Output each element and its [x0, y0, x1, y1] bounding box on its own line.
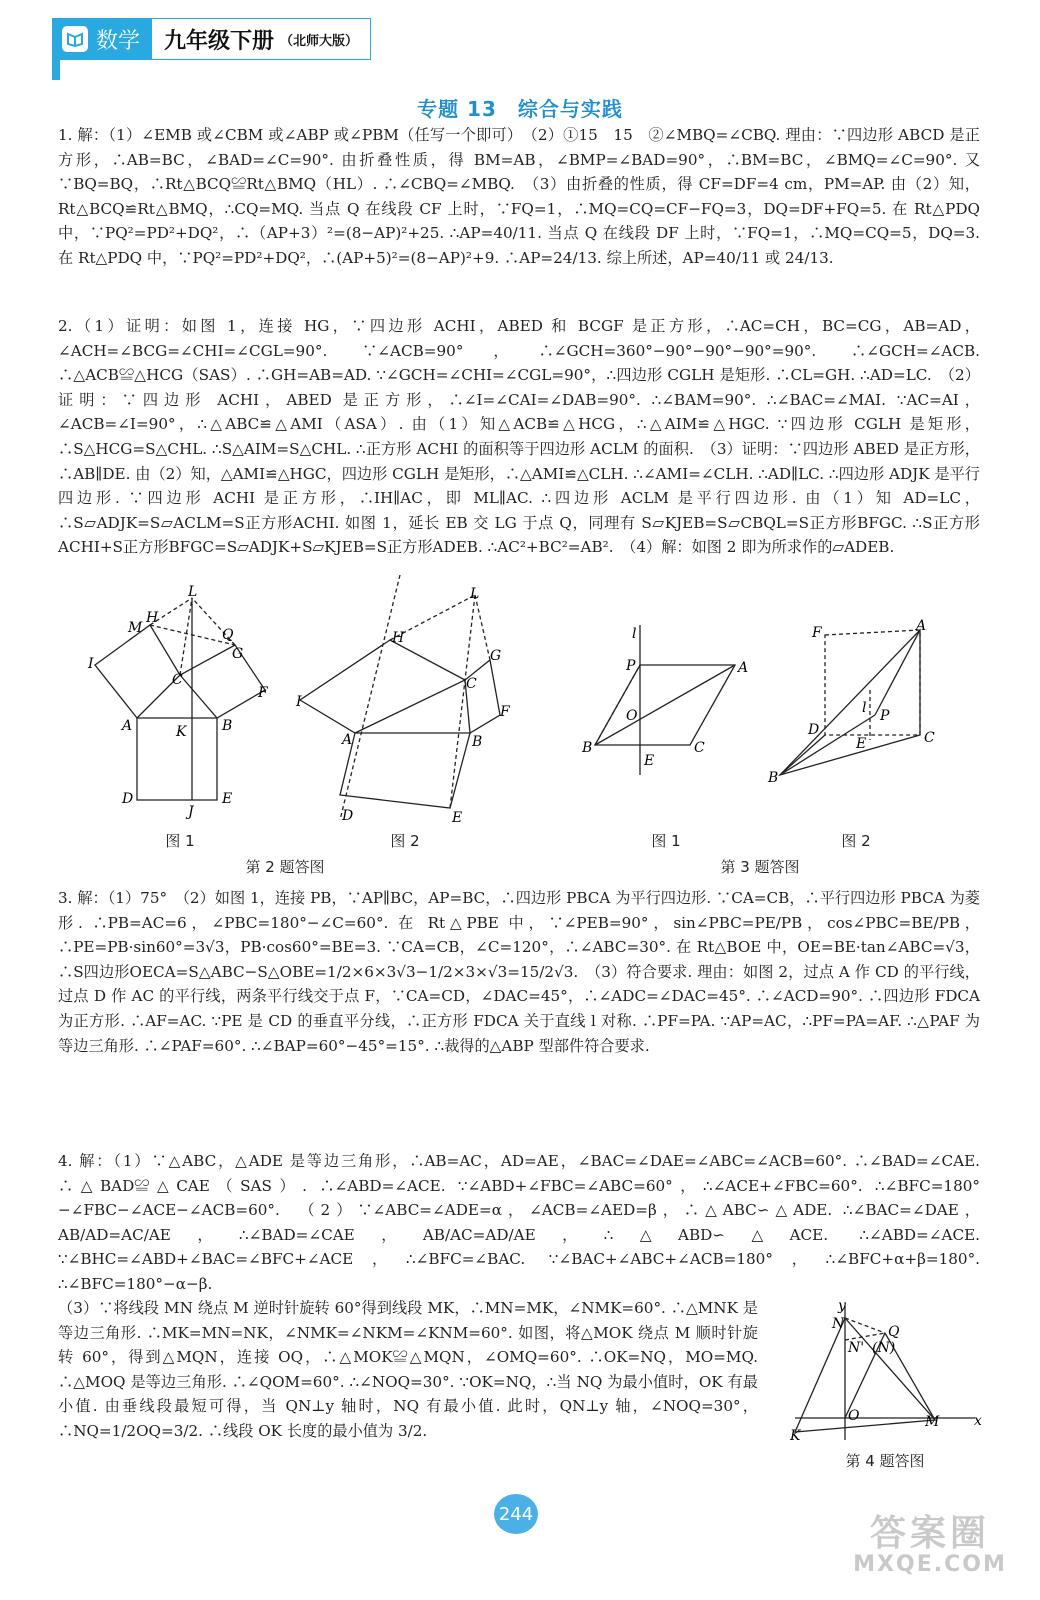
svg-text:M: M — [128, 620, 143, 636]
svg-text:N: N — [832, 1316, 845, 1332]
header-tail — [52, 60, 60, 80]
p2-fig2-caption: 图 2 — [390, 832, 420, 850]
p3-caption: 第 3 题答图 — [720, 858, 800, 876]
svg-text:F: F — [500, 704, 510, 720]
subject-tag — [52, 18, 152, 60]
svg-text:A: A — [916, 618, 927, 634]
svg-text:A: A — [122, 718, 133, 734]
svg-text:H: H — [392, 630, 405, 646]
grade-label — [152, 18, 371, 60]
svg-text:K: K — [790, 1428, 801, 1444]
svg-text:E: E — [222, 791, 233, 807]
svg-text:D: D — [342, 808, 354, 824]
svg-text:C: C — [466, 676, 477, 692]
svg-text:(N): (N) — [872, 1340, 896, 1356]
svg-text:A: A — [738, 660, 749, 676]
svg-text:M: M — [925, 1414, 940, 1430]
svg-text:O: O — [626, 708, 638, 724]
p3-fig2-caption: 图 2 — [841, 832, 871, 850]
svg-text:E: E — [644, 753, 655, 769]
p3-figure-1 — [575, 620, 760, 780]
svg-text:E: E — [856, 736, 867, 752]
svg-text:L: L — [470, 586, 480, 602]
svg-text:l: l — [862, 700, 867, 716]
svg-text:G: G — [232, 646, 244, 662]
problem-3: 3. 解：（1）75° （2）如图 1，连接 PB，∵AP∥BC，AP=BC，∴四边形 PBCA 为平行四边形. ∵CA=CB，∴平行四边形 PBCA 为菱形. ∴PB=AC=6，∠PBC=180°−∠C=60°. 在 Rt△PBE 中，∵∠PEB=90°，sin∠PBC=PE/PB，cos∠PBC=BE/PB，∴PE=PB·sin60°=3√3，PB·cos60°=BE=3. ∵CA=CB，∠C=120°，∴∠ABC=30°. 在 Rt△BOE 中，OE=BE·tan∠ABC=√3，∴S四边形OECA=S△ABC−S△OBE=1/2×6×3√3−1/2×3×√3=15/2√3. （3）符合要求. 理由：如图 2，过点 A 作 CD 的平行线，过点 D 作 AC 的平行线，两条平行线交于点 F，∵CA=CD，∠DAC=45°，∴∠ADC=∠DAC=45°. ∴∠ACD=90°. ∴四边形 FDCA 为正方形. ∴AF=AC. ∵PE 是 CD 的垂直平分线，∴正方形 FDCA 关于直线 l 对称. ∴PF=PA. ∵AP=AC，∴PF=PA=AF. ∴△PAF 为等边三角形. ∴∠PAF=60°. ∴∠BAP=60°−45°=15°. ∴裁得的△ABP 型部件符合要求. — [58, 889, 980, 1055]
problem-4-part-b: （3）∵将线段 MN 绕点 M 逆时针旋转 60°得到线段 MK，∴MN=MK，∠NMK=60°. ∴△MNK 是等边三角形. ∴MK=MN=NK，∠NMK=∠NKM=∠KNM=60°. 如图，将△MOK 绕点 M 顺时针旋转 60°，得到△MQN，连接 OQ，∴△MOK≌△MQN，∠OMQ=60°. ∴OK=NQ，MO=MQ. ∴△MOQ 是等边三角形. ∴∠QOM=60°. ∴∠NOQ=30°. ∵OK=NQ，∴当 NQ 为最小值时，OK 有最小值. 由垂线段最短可得，当 QN⊥y 轴时，NQ 有最小值. 此时，QN⊥y 轴，∠NOQ=30°，∴NQ=1/2OQ=3/2. ∴线段 OK 长度的最小值为 3/2. — [58, 1299, 758, 1440]
svg-text:x: x — [974, 1413, 982, 1429]
header-banner — [52, 18, 371, 60]
problem-4-part-a: 4. 解：（1）∵△ABC，△ADE 是等边三角形，∴AB=AC，AD=AE，∠BAC=∠DAE=∠ABC=∠ACB=60°. ∴∠BAD=∠CAE. ∴△BAD≌△CAE（SAS）. ∴∠ABD=∠ACE. ∵∠ABD+∠FBC=∠ABC=60°，∴∠ACE+∠FBC=60°. ∴∠BFC=180°−∠FBC−∠ACE−∠ACB=60°. （2）∵∠ABC=∠ADE=α，∠ACB=∠AED=β，∴△ABC∽△ADE. ∴∠BAC=∠DAE，AB/AD=AC/AE，∴∠BAD=∠CAE，AB/AC=AD/AE，∴△ABD∽△ACE. ∴∠ABD=∠ACE. ∵∠BHC=∠ABD+∠BAC=∠BFC+∠ACE，∴∠BFC=∠BAC. ∵∠BAC+∠ABC+∠ACB=180°，∴∠BFC+α+β=180°. ∴∠BFC=180°−α−β. — [58, 1152, 980, 1293]
p2-fig1-caption: 图 1 — [165, 832, 195, 850]
svg-text:I: I — [88, 656, 94, 672]
svg-text:B: B — [222, 718, 233, 734]
svg-text:J: J — [188, 804, 194, 820]
svg-text:C: C — [694, 740, 705, 756]
svg-text:P: P — [626, 658, 636, 674]
svg-text:B: B — [472, 734, 483, 750]
svg-text:C: C — [924, 730, 935, 746]
svg-text:K: K — [176, 724, 187, 740]
p4-caption: 第 4 题答图 — [845, 1452, 925, 1470]
watermark-line1: 答案圈 — [869, 1513, 990, 1554]
problem-1: 1. 解：（1）∠EMB 或∠CBM 或∠ABP 或∠PBM（任写一个即可） （2）①15 15 ②∠MBQ=∠CBQ. 理由：∵四边形 ABCD 是正方形，∴AB=BC，∠BAD=∠C=90°. 由折叠性质，得 BM=AB，∠BMP=∠BAD=90°，∴BM=BC，∠BMQ=∠C=90°. 又∵BQ=BQ，∴Rt△BCQ≌Rt△BMQ（HL）. ∴∠CBQ=∠MBQ. （3）由折叠的性质，得 CF=DF=4 cm，PM=AP. 由（2）知，Rt△BCQ≌Rt△BMQ，∴CQ=MQ. 当点 Q 在线段 CF 上时，∵FQ=1，∴MQ=CQ=CF−FQ=3，DQ=DF+FQ=5. 在 Rt△PDQ 中，∵PQ²=PD²+DQ²，∴（AP+3）²=(8−AP)²+25. ∴AP=40/11. 当点 Q 在线段 DF 上时，∵FQ=1，∴MQ=CQ=5，DQ=3. 在 Rt△PDQ 中，∵PQ²=PD²+DQ²，∴(AP+5)²=(8−AP)²+9. ∴AP=24/13. 综上所述，AP=40/11 或 24/13. — [58, 126, 980, 267]
watermark — [850, 1505, 1010, 1577]
p2-figure-2 — [290, 575, 520, 825]
svg-text:P: P — [880, 708, 890, 724]
svg-text:Q: Q — [222, 627, 234, 643]
svg-text:y: y — [838, 1300, 846, 1314]
page-number: 244 — [494, 1494, 538, 1534]
p2-figure-1 — [85, 580, 275, 820]
svg-text:B: B — [582, 740, 593, 756]
svg-text:I: I — [296, 694, 302, 710]
subject-label: 数学 — [96, 28, 141, 54]
p2-caption: 第 2 题答图 — [245, 858, 325, 876]
svg-text:Q: Q — [888, 1324, 900, 1340]
p3-fig1-caption: 图 1 — [651, 832, 681, 850]
book-logo-icon — [62, 26, 88, 52]
svg-text:F: F — [258, 685, 268, 701]
svg-text:L: L — [188, 584, 198, 600]
grade-text: 九年级下册 — [164, 28, 275, 54]
svg-text:O: O — [848, 1408, 860, 1424]
problem-2: 2.（1）证明：如图 1，连接 HG，∵四边形 ACHI，ABED 和 BCGF 是正方形，∴AC=CH，BC=CG，AB=AD，∠ACH=∠BCG=∠CHI=∠CGL=90°. ∵∠ACB=90°，∴∠GCH=360°−90°−90°−90°=90°. ∴∠GCH=∠ACB. ∴△ACB≌△HCG（SAS）. ∴GH=AB=AD. ∵∠GCH=∠CHI=∠CGL=90°，∴四边形 CGLH 是矩形. ∴CL=GH. ∴AD=LC. （2）证明：∵四边形 ACHI，ABED 是正方形，∴∠I=∠CAI=∠DAB=90°. ∴∠BAM=90°. ∴∠BAC=∠MAI. ∵AC=AI，∠ACB=∠I=90°，∴△ABC≌△AMI（ASA）. 由（1）知△ACB≌△HCG，∴△AIM≌△HGC. ∵四边形 CGLH 是矩形，∴S△HCG=S△CHL. ∴S△AIM=S△CHL. ∴正方形 ACHI 的面积等于四边形 ACLM 的面积. （3）证明：∵四边形 ABED 是正方形，∴AB∥DE. 由（2）知，△AMI≌△HGC，四边形 CGLH 是矩形，∴△AMI≌△CLH. ∴∠AMI=∠CLH. ∴AD∥LC. ∴四边形 ADJK 是平行四边形. ∵四边形 ACHI 是正方形，∴IH∥AC，即 ML∥AC. ∴四边形 ACLM 是平行四边形. 由（1）知 AD=LC，∴S▱ADJK=S▱ACLM=S正方形ACHI. 如图 1，延长 EB 交 LG 于点 Q，同理有 S▱KJEB=S▱CBQL=S正方形BFGC. ∴S正方形ACHI+S正方形BFGC=S▱ADJK+S▱KJEB=S正方形ADEB. ∴AC²+BC²=AB². （4）解：如图 2 即为所求作的▱ADEB. — [58, 317, 980, 557]
svg-text:B: B — [768, 770, 779, 786]
edition-text: （北师大版） — [280, 33, 359, 49]
svg-text:l: l — [632, 626, 637, 642]
p3-figure-2 — [765, 618, 945, 788]
svg-text:N': N' — [848, 1340, 865, 1356]
svg-text:C: C — [172, 672, 183, 688]
svg-text:D: D — [808, 722, 820, 738]
watermark-line2: MXQE.COM — [853, 1552, 1007, 1577]
svg-text:A: A — [342, 732, 353, 748]
svg-text:D: D — [122, 791, 134, 807]
page-title: 专题 13 综合与实践 — [417, 97, 623, 121]
svg-text:E: E — [452, 810, 463, 825]
svg-text:H: H — [146, 610, 159, 626]
svg-text:F: F — [812, 625, 822, 641]
p4-figure — [785, 1300, 985, 1448]
svg-text:G: G — [490, 648, 502, 664]
